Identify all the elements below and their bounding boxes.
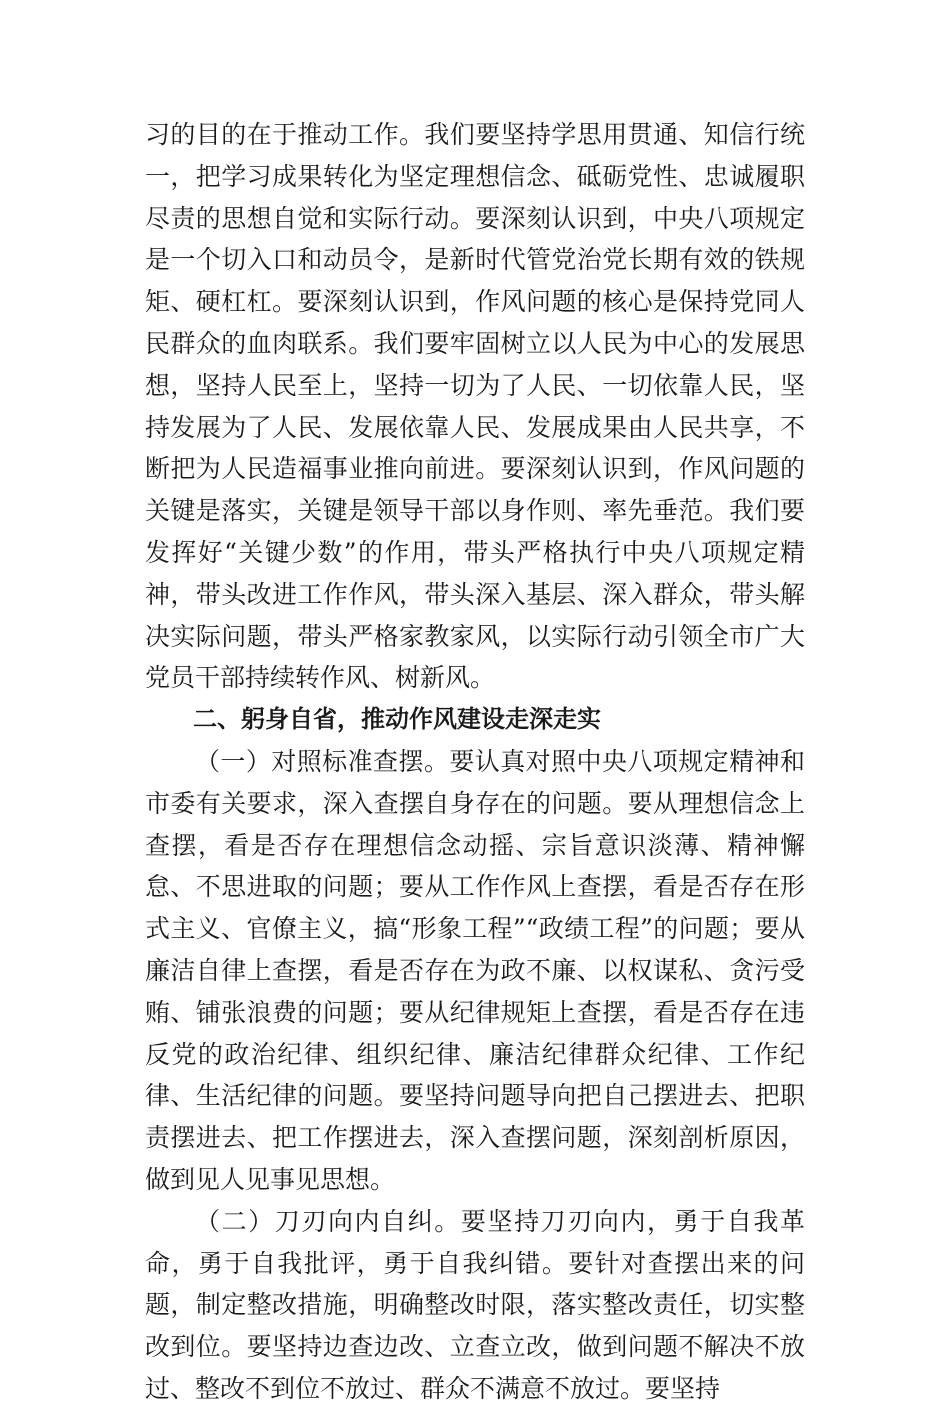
paragraph-item-1 (145, 741, 805, 1201)
section-heading: 二、躬身自省，推动作风建设走深走实 (193, 705, 601, 734)
paragraph-item-2 (145, 1201, 805, 1410)
item-1-lead: （一）对照标准查摆。 (195, 746, 450, 776)
paragraph-1: 习的目的在于推动工作。我们要坚持学思用贯通、知信行统一，把学习成果转化为坚定理想信念、砥砺党性、忠诚履职尽责的思想自觉和实际行动。要深刻认识到，中央八项规定是一个切入口和动员令，是新时代管党治党长期有效的铁规矩、硬杠杠。要深刻认识到，作风问题的核心是保持党同人民群众的血肉联系。我们要牢固树立以人民为中心的发展思想，坚持人民至上，坚持一切为了人民、一切依靠人民，坚持发展为了人民、发展依靠人民、发展成果由人民共享，不断把为人民造福事业推向前进。要深刻认识到，作风问题的关键是落实，关键是领导干部以身作则、率先垂范。我们要发挥好“关键少数”的作用，带头严格执行中央八项规定精神，带头改进工作作风，带头深入基层、深入群众，带头解决实际问题，带头严格家教家风，以实际行动引领全市广大党员干部持续转作风、树新风。 (145, 120, 805, 693)
item-2-lead: （二）刀刃向内自纠。 (195, 1206, 461, 1236)
item-2-body: 要坚持刀刃向内，勇于自我革命，勇于自我批评，勇于自我纠错。要针对查摆出来的问题，制定整改措施，明确整改时限，落实整改责任，切实整改到位。要坚持边查边改、立查立改，做到问题不解决不放过、整改不到位不放过、群众不满意不放过。要坚持 (145, 1206, 805, 1403)
document-body (145, 114, 805, 1410)
item-1-body: 要认真对照中央八项规定精神和市委有关要求，深入查摆自身存在的问题。要从理想信念上查摆，看是否存在理想信念动摇、宗旨意识淡薄、精神懈怠、不思进取的问题；要从工作作风上查摆，看是否存在形式主义、官僚主义，搞“形象工程”“政绩工程”的问题；要从廉洁自律上查摆，看是否存在为政不廉、以权谋私、贪污受贿、铺张浪费的问题；要从纪律规矩上查摆，看是否存在违反党的政治纪律、组织纪律、廉洁纪律群众纪律、工作纪律、生活纪律的问题。要坚持问题导向把自己摆进去、把职责摆进去、把工作摆进去，深入查摆问题，深刻剖析原因，做到见人见事见思想。 (145, 746, 805, 1194)
